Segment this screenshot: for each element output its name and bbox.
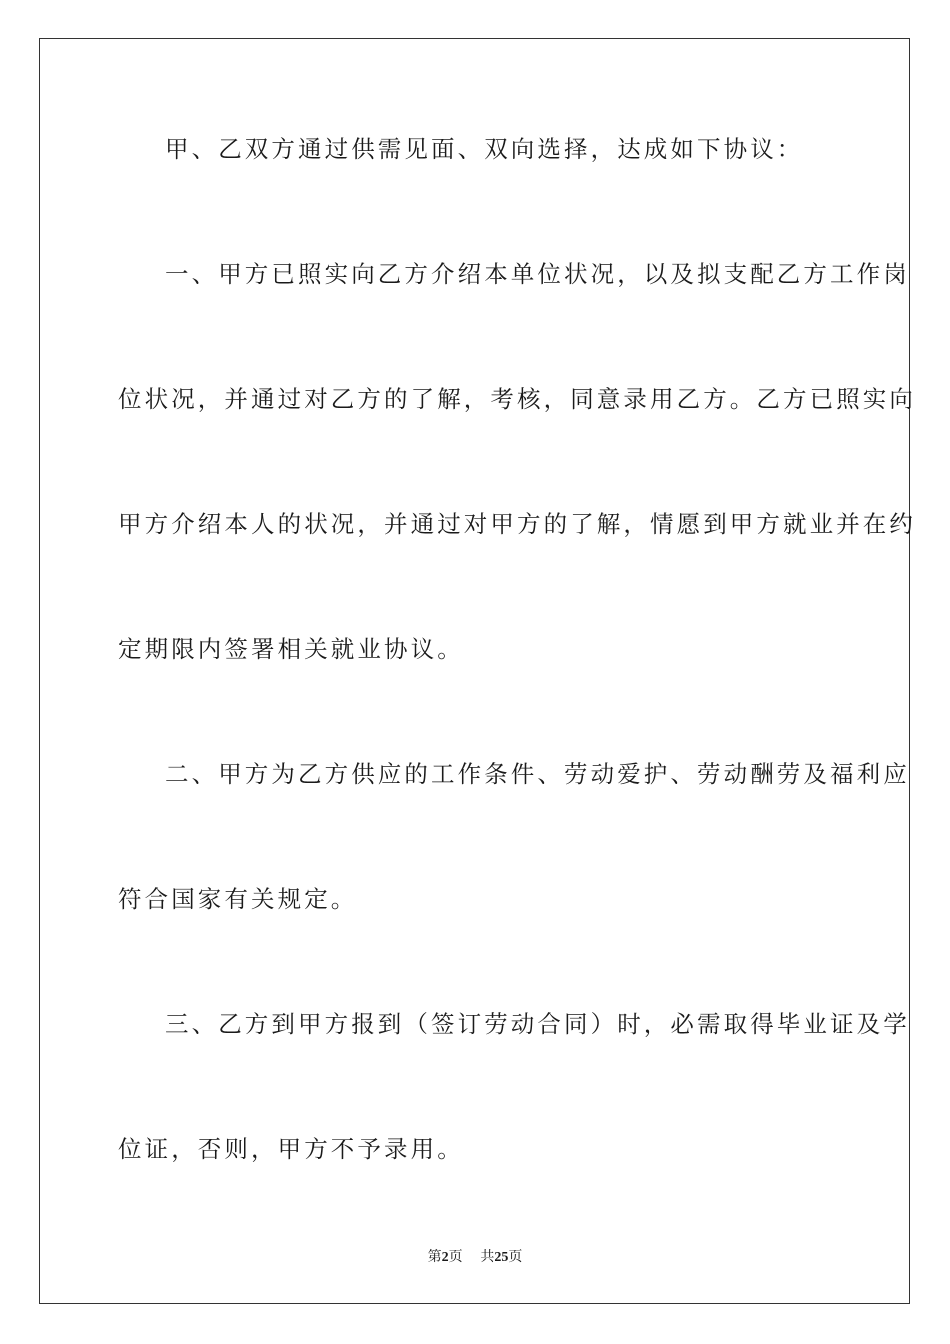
page-prefix: 第 [427,1249,442,1265]
clause-1-line-2: 位状况，并通过对乙方的了解，考核，同意录用乙方。乙方已照实向 [118,385,916,413]
page-border [39,38,910,1304]
page-number: 2 [441,1250,449,1265]
clause-2-line-2: 符合国家有关规定。 [118,885,358,913]
clause-3-line-2: 位证，否则，甲方不予录用。 [118,1135,464,1163]
clause-1-line-3: 甲方介绍本人的状况，并通过对甲方的了解，情愿到甲方就业并在约 [118,510,916,538]
paragraph-intro: 甲、乙双方通过供需见面、双向选择，达成如下协议： [165,135,804,163]
clause-3-line-1: 三、乙方到甲方报到（签订劳动合同）时，必需取得毕业证及学 [165,1010,910,1038]
page-suffix: 页 [448,1249,463,1265]
page-footer [0,1248,950,1267]
clause-2-line-1: 二、甲方为乙方供应的工作条件、劳动爱护、劳动酬劳及福利应 [165,760,910,788]
clause-1-line-4: 定期限内签署相关就业协议。 [118,635,464,663]
clause-1-line-1: 一、甲方已照实向乙方介绍本单位状况，以及拟支配乙方工作岗 [165,260,910,288]
total-pages: 25 [494,1250,509,1265]
total-prefix: 共 [480,1249,495,1265]
total-suffix: 页 [508,1249,523,1265]
